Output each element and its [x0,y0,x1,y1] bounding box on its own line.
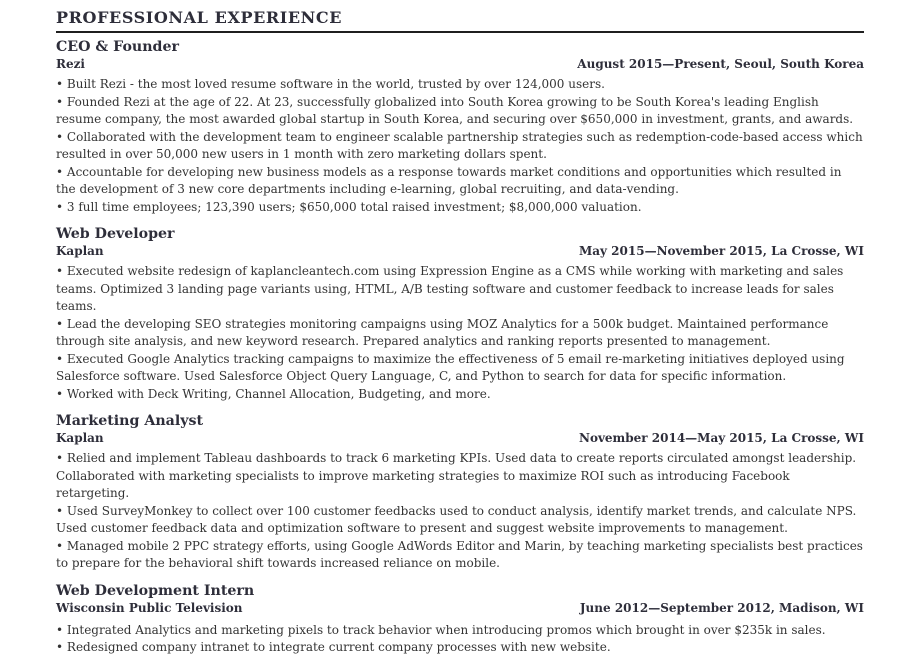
job-bullets [56,76,864,216]
job-bullet: • Redesigned company intranet to integrate current company processes with new website. [56,639,864,657]
section-divider [56,31,864,33]
job-bullet: • Relied and implement Tableau dashboards to track 6 marketing KPIs. Used data to create reports circulated amongst leadership. Collaborated with marketing specialists to improve marketing strategies to maximize ROI such as introducing Facebook retargeting. [56,450,864,503]
job-bullet: • Executed website redesign of kaplancleantech.com using Expression Engine as a CMS while working with marketing and sales teams. Optimized 3 landing page variants using, HTML, A/B testing software and customer feedback to increase leads for sales teams. [56,263,864,316]
job-bullet: • 3 full time employees; 123,390 users; $650,000 total raised investment; $8,000,000 valuation. [56,199,864,217]
job-bullet: • Accountable for developing new business models as a response towards market conditions and opportunities which resulted in the development of 3 new core departments including e-learning, global recruiting, and data-vending. [56,164,864,199]
job-bullet: • Executed Google Analytics tracking campaigns to maximize the effectiveness of 5 email re-marketing initiatives deployed using Salesforce software. Used Salesforce Object Query Language, C, and Python to search for data for specific information. [56,351,864,386]
job-dates-location: May 2015—November 2015, La Crosse, WI [578,244,864,258]
job-entry [56,38,864,216]
job-meta [56,56,864,72]
job-dates-location: June 2012—September 2012, Madison, WI [579,600,864,615]
job-entry [56,412,864,573]
job-title: CEO & Founder [56,39,179,55]
section-title: PROFESSIONAL EXPERIENCE [56,8,343,27]
job-meta [56,600,864,616]
job-bullet: • Built Rezi - the most loved resume software in the world, trusted by over 124,000 users. [56,76,864,94]
company-name: Wisconsin Public Television [56,600,243,615]
job-bullet: • Founded Rezi at the age of 22. At 23, successfully globalized into South Korea growing to be South Korea's leading English resume company, the most awarded global startup in South Korea, and securing over $650,000 in investment, grants, and awards. [56,94,864,129]
company-name: Kaplan [56,244,104,258]
company-name: Rezi [56,57,85,71]
experience-section [56,8,864,657]
job-bullet: • Collaborated with the development team to engineer scalable partnership strategies such as redemption-code-based access which resulted in over 50,000 new users in 1 month with zero marketing dollars spent. [56,129,864,164]
job-bullet: • Worked with Deck Writing, Channel Allocation, Budgeting, and more. [56,386,864,404]
job-meta [56,430,864,446]
job-title: Marketing Analyst [56,413,204,429]
job-bullet: • Managed mobile 2 PPC strategy efforts, using Google AdWords Editor and Marin, by teaching marketing specialists best practices to prepare for the behavioral shift towards increased reliance on mobile. [56,538,864,573]
job-title: Web Development Intern [56,582,255,599]
job-dates-location: November 2014—May 2015, La Crosse, WI [578,431,864,445]
job-entry [56,582,864,657]
job-dates-location: August 2015—Present, Seoul, South Korea [577,57,864,71]
job-bullets [56,263,864,403]
job-bullet: • Lead the developing SEO strategies monitoring campaigns using MOZ Analytics for a 500k budget. Maintained performance through site analysis, and new keyword research. Prepared analytics and ranking reports presented to management. [56,316,864,351]
job-bullets [56,450,864,573]
job-bullet: • Integrated Analytics and marketing pixels to track behavior when introducing promos which brought in over $235k in sales. [56,622,864,640]
job-title: Web Developer [56,226,175,242]
company-name: Kaplan [56,431,104,445]
job-entry [56,225,864,403]
job-bullet: • Used SurveyMonkey to collect over 100 customer feedbacks used to conduct analysis, identify market trends, and calculate NPS. Used customer feedback data and optimization software to present and suggest website improvements to management. [56,503,864,538]
job-meta [56,243,864,259]
